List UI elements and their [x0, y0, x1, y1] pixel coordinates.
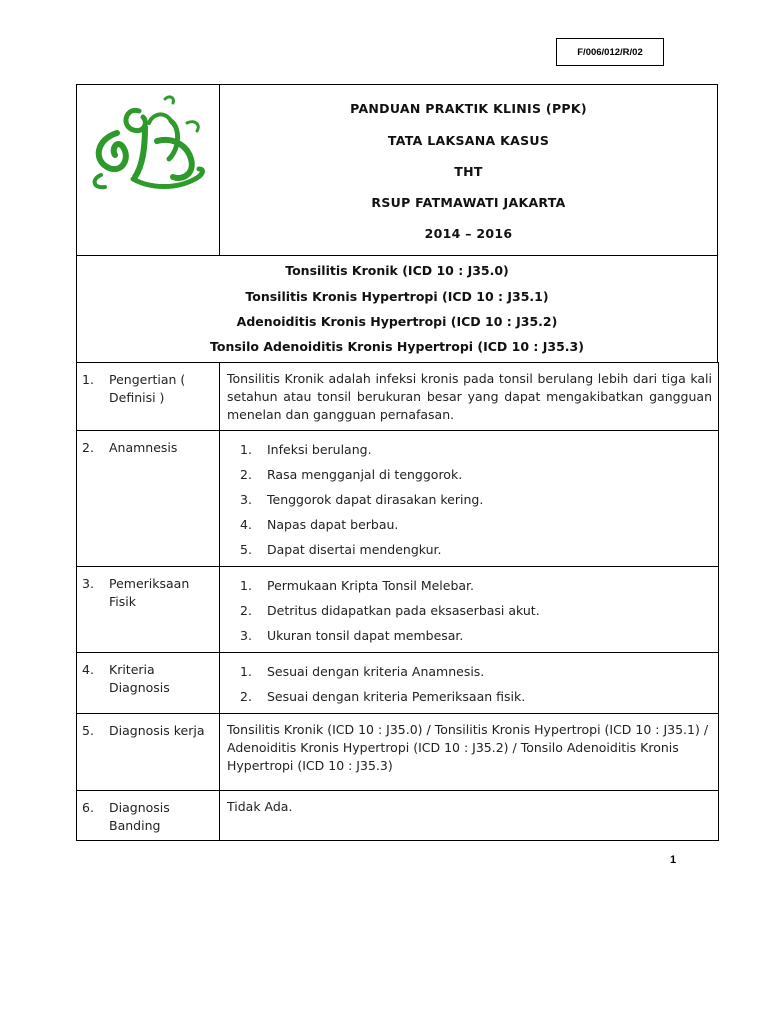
row-number: 2.	[82, 440, 94, 455]
row-content-cell	[220, 653, 719, 714]
table-row	[77, 567, 719, 653]
row-label-cell	[77, 791, 220, 841]
table-row	[77, 791, 719, 841]
list-item	[240, 659, 712, 684]
row-number: 4.	[82, 662, 94, 677]
row-label: Pemeriksaan Fisik	[109, 576, 190, 609]
row-number: 6.	[82, 800, 94, 815]
item-number: 3.	[240, 627, 252, 643]
list-item	[240, 537, 712, 562]
list-item	[240, 573, 712, 598]
item-number: 2.	[240, 602, 252, 618]
physical-exam-list	[220, 567, 718, 652]
item-text: Sesuai dengan kriteria Anamnesis.	[267, 663, 485, 679]
header-line: 2014 – 2016	[424, 226, 513, 241]
item-number: 1.	[240, 663, 252, 679]
row-label-cell	[77, 653, 220, 714]
row-label: Anamnesis	[109, 440, 178, 455]
item-number: 2.	[240, 688, 252, 704]
row-label: Pengertian ( Definisi )	[109, 372, 186, 405]
item-text: Sesuai dengan kriteria Pemeriksaan fisik.	[267, 688, 526, 704]
item-text: Dapat disertai mendengkur.	[267, 541, 442, 557]
form-code: F/006/012/R/02	[577, 46, 643, 58]
list-item	[240, 512, 712, 537]
row-label-cell	[77, 363, 220, 431]
row-content-cell	[220, 567, 719, 653]
working-diagnosis-text: Tonsilitis Kronik (ICD 10 : J35.0) / Tonsilitis Kronis Hypertropi (ICD 10 : J35.1) / Adenoiditis Kronis Hypertropi (ICD 10 : J35.2) / Tonsilo Adenoiditis Kronis Hypertropi (ICD 10 : J35.3)	[227, 722, 709, 773]
item-number: 1.	[240, 441, 252, 457]
item-text: Permukaan Kripta Tonsil Melebar.	[267, 577, 475, 593]
item-text: Ukuran tonsil dapat membesar.	[267, 627, 464, 643]
list-item	[240, 684, 712, 709]
item-number: 5.	[240, 541, 252, 557]
document-header	[76, 84, 718, 256]
item-text: Napas dapat berbau.	[267, 516, 399, 532]
header-title-cell	[220, 85, 717, 256]
item-number: 1.	[240, 577, 252, 593]
row-content-cell	[220, 431, 719, 567]
item-number: 4.	[240, 516, 252, 532]
row-content-cell	[220, 363, 719, 431]
header-line: RSUP FATMAWATI JAKARTA	[371, 195, 566, 210]
list-item	[240, 462, 712, 487]
table-row	[77, 363, 719, 431]
hospital-logo-icon	[87, 93, 211, 201]
table-row	[77, 431, 719, 567]
diagnosis-title: Tonsilitis Kronik (ICD 10 : J35.0)	[285, 263, 509, 278]
row-label-cell	[77, 714, 220, 791]
ppk-table	[76, 362, 719, 841]
list-item	[240, 623, 712, 648]
row-label-cell	[77, 567, 220, 653]
logo-cell	[77, 85, 220, 256]
criteria-list	[220, 653, 718, 713]
row-content-cell	[220, 714, 719, 791]
list-item	[240, 487, 712, 512]
row-label: Kriteria Diagnosis	[109, 662, 170, 695]
row-content-cell	[220, 791, 719, 841]
item-text: Tenggorok dapat dirasakan kering.	[267, 491, 484, 507]
form-code-box	[556, 38, 664, 66]
definition-text: Tonsilitis Kronik adalah infeksi kronis pada tonsil berulang lebih dari tiga kali setahun atau tonsil berukuran besar yang dapat mengakibatkan gangguan menelan dan gangguan pernafasan.	[227, 371, 712, 422]
header-line: TATA LAKSANA KASUS	[387, 133, 550, 148]
item-number: 3.	[240, 491, 252, 507]
list-item	[240, 437, 712, 462]
diagnosis-titles	[76, 255, 718, 363]
item-number: 2.	[240, 466, 252, 482]
diagnosis-title: Tonsilitis Kronis Hypertropi (ICD 10 : J35.1)	[245, 289, 549, 304]
row-label: Diagnosis kerja	[109, 723, 205, 738]
row-label: Diagnosis Banding	[109, 800, 170, 833]
page-number: 1	[670, 854, 677, 866]
item-text: Detritus didapatkan pada eksaserbasi akut.	[267, 602, 540, 618]
row-number: 5.	[82, 723, 94, 738]
row-number: 3.	[82, 576, 94, 591]
item-text: Rasa mengganjal di tenggorok.	[267, 466, 463, 482]
header-line: THT	[454, 164, 483, 179]
anamnesis-list	[220, 431, 718, 566]
header-line: PANDUAN PRAKTIK KLINIS (PPK)	[350, 101, 587, 116]
table-row	[77, 653, 719, 714]
row-number: 1.	[82, 372, 94, 387]
item-text: Infeksi berulang.	[267, 441, 372, 457]
diagnosis-title: Tonsilo Adenoiditis Kronis Hypertropi (ICD 10 : J35.3)	[210, 339, 584, 354]
diagnosis-title: Adenoiditis Kronis Hypertropi (ICD 10 : J35.2)	[236, 314, 558, 329]
differential-diagnosis-text: Tidak Ada.	[227, 799, 293, 814]
list-item	[240, 598, 712, 623]
table-row	[77, 714, 719, 791]
row-label-cell	[77, 431, 220, 567]
